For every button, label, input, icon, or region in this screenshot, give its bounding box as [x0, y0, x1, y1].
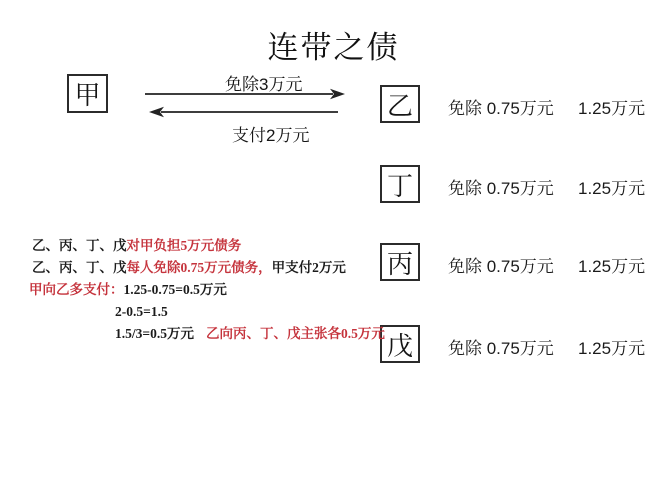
note-text-black: 乙、丙、丁、戊 — [32, 238, 127, 253]
waived-amount: 免除 0.75万元 — [448, 179, 554, 198]
note-text-red: 乙向丙、丁、戊主张各0.5万元 — [205, 326, 385, 341]
remaining-amount: 1.25万元 — [578, 339, 646, 358]
note-text-black: 1.25-0.75=0.5万元 — [123, 282, 227, 297]
party-label-yi: 乙 — [386, 90, 413, 121]
party-label-ding: 丁 — [386, 170, 413, 201]
note-line-4 — [115, 304, 168, 320]
party-box-yi — [380, 85, 420, 123]
note-text-black: 2-0.5=1.5 — [115, 304, 168, 319]
note-line-2 — [32, 260, 346, 276]
arrow-label-pay: 支付2万元 — [232, 126, 310, 145]
party-box-bing — [380, 243, 420, 281]
note-line-5 — [115, 326, 385, 342]
note-line-3 — [29, 282, 227, 298]
note-text-black: 1.5/3=0.5万元 — [115, 326, 194, 341]
note-text-red: 对甲负担5万元债务 — [126, 238, 242, 253]
remaining-amount: 1.25万元 — [578, 257, 646, 276]
waived-amount: 免除 0.75万元 — [448, 339, 554, 358]
note-text-red: 每人免除0.75万元债务， — [126, 260, 272, 275]
party-box-wu — [380, 325, 420, 363]
remaining-amount: 1.25万元 — [578, 179, 646, 198]
note-line-1 — [32, 238, 241, 254]
note-text-black: 甲支付2万元 — [271, 260, 346, 275]
party-label-bing: 丙 — [386, 248, 413, 279]
party-box-ding — [380, 165, 420, 203]
page-title: 连带之债 — [267, 30, 400, 65]
party-row-ding — [0, 165, 667, 207]
waived-amount: 免除 0.75万元 — [448, 99, 554, 118]
note-text-black: 乙、丙、丁、戊 — [32, 260, 127, 275]
waived-amount: 免除 0.75万元 — [448, 257, 554, 276]
arrow-label-waive: 免除3万元 — [225, 75, 303, 94]
party-label-wu: 戊 — [386, 330, 413, 361]
remaining-amount: 1.25万元 — [578, 99, 646, 118]
party-label-jia: 甲 — [74, 80, 101, 110]
party-row-yi — [0, 85, 667, 127]
note-text-red: 甲向乙多支付： — [29, 282, 124, 297]
